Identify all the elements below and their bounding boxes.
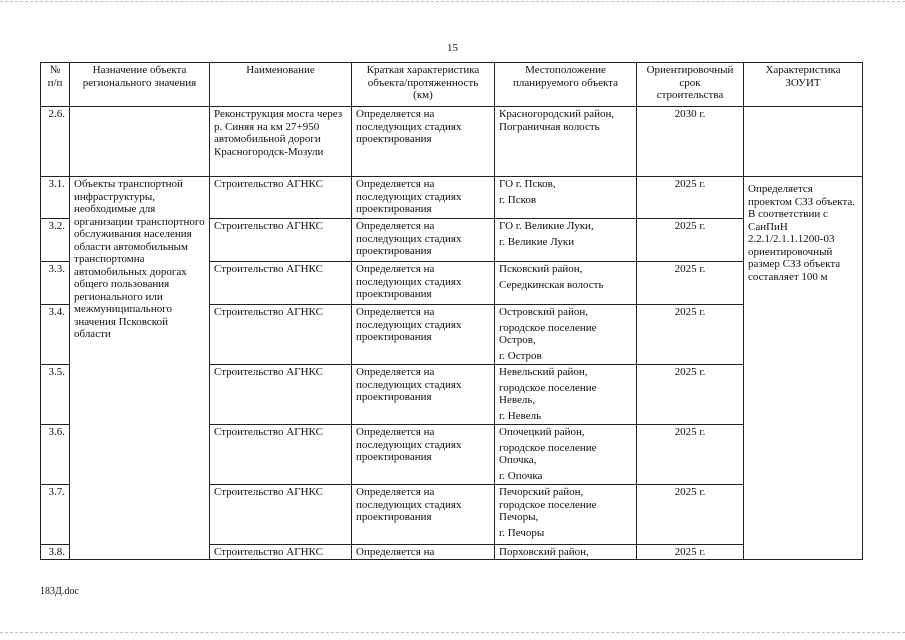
location-line: Красногородский район, Пограничная волость [499, 108, 615, 133]
object-characteristic: Определяется на последующих стадиях проектирования [352, 365, 495, 425]
scan-edge-top [0, 1, 905, 2]
location-line: Середкинская волость [499, 278, 604, 291]
object-location [495, 219, 637, 262]
object-characteristic: Определяется на последующих стадиях проектирования [352, 305, 495, 365]
row-number: 3.7. [41, 485, 70, 545]
object-name: Строительство АГНКС [210, 425, 352, 485]
construction-year: 2030 г. [637, 107, 744, 177]
page-number: 15 [447, 42, 458, 54]
object-characteristic: Определяется на последующих стадиях проектирования [352, 485, 495, 545]
object-characteristic: Определяется на последующих стадиях проектирования [352, 425, 495, 485]
object-characteristic: Определяется на последующих стадиях проектирования [352, 177, 495, 219]
location-line: г. Печоры [499, 526, 545, 539]
row-number: 3.5. [41, 365, 70, 425]
header-name: Наименование [210, 63, 352, 107]
location-line: Опочецкий район, [499, 426, 585, 438]
location-line: ГО г. Великие Луки, [499, 220, 594, 232]
object-characteristic: Определяется на [352, 545, 495, 560]
location-line: городское поселение Невель, [499, 381, 597, 406]
scan-edge-bottom [0, 632, 905, 633]
object-location [495, 365, 637, 425]
object-name: Строительство АГНКС [210, 305, 352, 365]
row-number: 3.3. [41, 262, 70, 305]
zouit-cell [744, 107, 863, 177]
object-name: Реконструкция моста через р. Синяя на км 27+950 автомобильной дороги Красногородск-Мозули [210, 107, 352, 177]
document-code: 183Д.doc [40, 586, 79, 597]
purpose-group: Объекты транспортной инфраструктуры, необходимые для организации транспортного обслуживания населения области автомобильным транспортомна автомобильных дорогах общего пользования регионального или межмуниципального значения Псковской области [70, 177, 210, 560]
header-number: № п/п [41, 63, 70, 107]
header-purpose: Назначение объекта регионального значения [70, 63, 210, 107]
object-name: Строительство АГНКС [210, 545, 352, 560]
construction-year: 2025 г. [637, 545, 744, 560]
table-row [41, 177, 863, 219]
object-characteristic: Определяется на последующих стадиях проектирования [352, 107, 495, 177]
location-line: городское поселение Опочка, [499, 441, 597, 466]
construction-year: 2025 г. [637, 305, 744, 365]
row-number: 3.8. [41, 545, 70, 560]
row-number: 3.6. [41, 425, 70, 485]
construction-year: 2025 г. [637, 219, 744, 262]
construction-year: 2025 г. [637, 425, 744, 485]
object-name: Строительство АГНКС [210, 219, 352, 262]
object-location [495, 262, 637, 305]
object-location [495, 107, 637, 177]
planning-objects-table [40, 62, 863, 560]
construction-year: 2025 г. [637, 262, 744, 305]
construction-year: 2025 г. [637, 365, 744, 425]
header-term: Ориентировочный срок строительства [637, 63, 744, 107]
row-number: 3.4. [41, 305, 70, 365]
location-line: г. Остров [499, 349, 542, 362]
location-line: г. Великие Луки [499, 235, 575, 248]
row-number: 3.2. [41, 219, 70, 262]
object-location [495, 485, 637, 545]
header-characteristic: Краткая характеристика объекта/протяженность (км) [352, 63, 495, 107]
location-line: г. Опочка [499, 469, 543, 482]
purpose-cell [70, 107, 210, 177]
location-line: Печорский район, городское поселение Печоры, [499, 486, 597, 523]
construction-year: 2025 г. [637, 485, 744, 545]
object-location [495, 425, 637, 485]
location-line: г. Псков [499, 193, 537, 206]
object-name: Строительство АГНКС [210, 365, 352, 425]
location-line: г. Невель [499, 409, 542, 422]
location-line: городское поселение Остров, [499, 321, 597, 346]
zouit-group: Определяется проектом СЗЗ объекта. В соответствии с СанПиН 2.2.1/2.1.1.1200-03 ориентировочный размер СЗЗ объекта составляет 100 м [744, 177, 863, 560]
object-name: Строительство АГНКС [210, 177, 352, 219]
object-location [495, 545, 637, 560]
object-characteristic: Определяется на последующих стадиях проектирования [352, 262, 495, 305]
header-zouit: Характеристика ЗОУИТ [744, 63, 863, 107]
location-line: Порховский район, [499, 546, 589, 558]
header-location: Местоположение планируемого объекта [495, 63, 637, 107]
table-header-row [41, 63, 863, 107]
location-line: Псковский район, [499, 263, 583, 275]
object-location [495, 305, 637, 365]
object-name: Строительство АГНКС [210, 485, 352, 545]
object-location [495, 177, 637, 219]
location-line: Островский район, [499, 306, 589, 318]
table-row [41, 107, 863, 177]
row-number: 2.6. [41, 107, 70, 177]
object-name: Строительство АГНКС [210, 262, 352, 305]
object-characteristic: Определяется на последующих стадиях проектирования [352, 219, 495, 262]
construction-year: 2025 г. [637, 177, 744, 219]
row-number: 3.1. [41, 177, 70, 219]
location-line: Невельский район, [499, 366, 588, 378]
location-line: ГО г. Псков, [499, 178, 556, 190]
